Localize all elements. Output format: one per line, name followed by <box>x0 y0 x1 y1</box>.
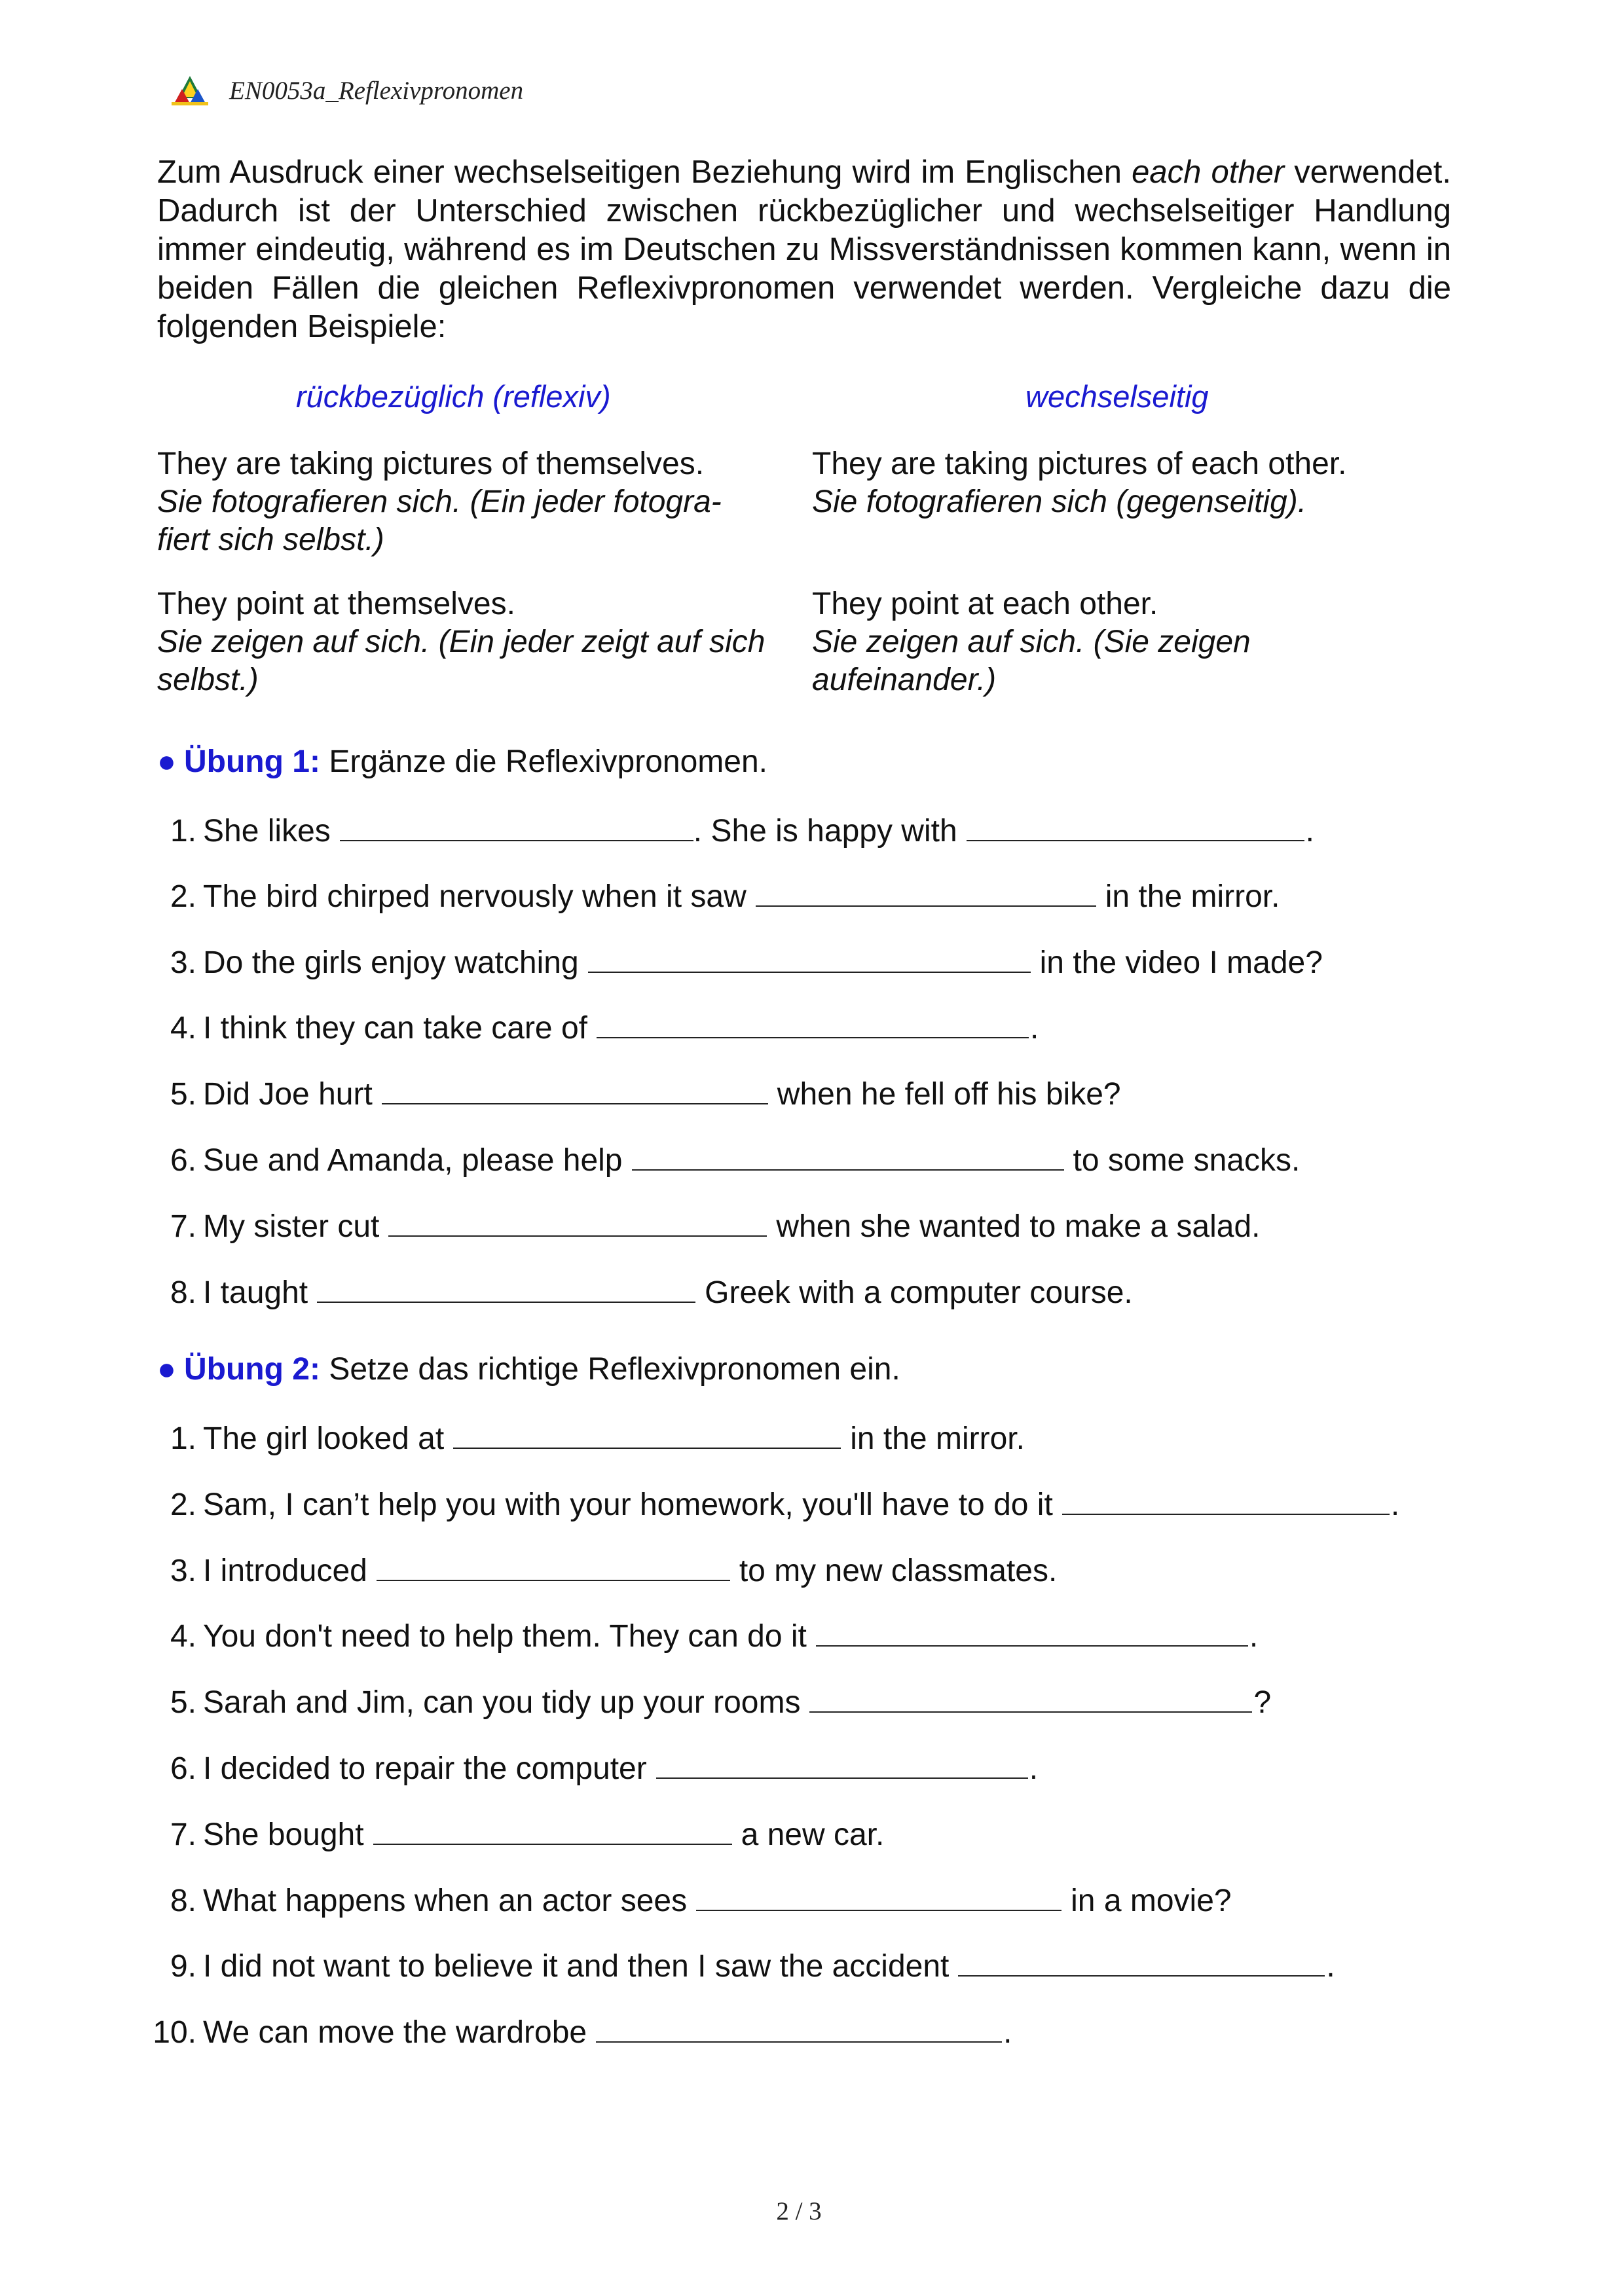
item-number: 7. <box>170 1817 196 1852</box>
item-text: She likes <box>203 814 331 848</box>
exercise-2-item-5 <box>151 1685 1271 1721</box>
intro-paragraph <box>157 153 1451 346</box>
item-text: I taught <box>203 1275 308 1310</box>
answer-blank[interactable] <box>317 1275 695 1303</box>
item-number: 8. <box>170 1884 196 1918</box>
item-text: in the mirror. <box>1105 879 1280 914</box>
example-english: They point at each other. <box>812 587 1158 621</box>
item-text: . <box>1003 2015 1012 2050</box>
item-number: 3. <box>170 1554 196 1588</box>
reflexive-heading: rückbezüglich (reflexiv) <box>296 379 611 414</box>
item-text: when she wanted to make a salad. <box>776 1209 1261 1244</box>
answer-blank[interactable] <box>340 814 693 841</box>
item-text: when he fell off his bike? <box>777 1077 1121 1112</box>
item-number: 9. <box>170 1949 196 1984</box>
item-text: I decided to repair the computer <box>203 1751 647 1786</box>
example-german: Sie zeigen auf sich. (Ein jeder zeigt auf sich selbst.) <box>157 625 766 697</box>
example-german: Sie fotografieren sich. (Ein jeder fotogra-fiert sich selbst.) <box>157 484 722 557</box>
exercise-2-item-8 <box>151 1883 1232 1919</box>
item-text: You don't need to help them. They can do it <box>203 1619 807 1654</box>
example-reciprocal-1 <box>812 445 1428 521</box>
item-number: 6. <box>170 1751 196 1786</box>
item-number: 2. <box>170 1487 196 1522</box>
example-german: Sie fotografieren sich (gegenseitig). <box>812 484 1307 519</box>
item-text: Sam, I can’t help you with your homework, you'll have to do it <box>203 1487 1053 1522</box>
item-text: . <box>1030 1011 1039 1046</box>
item-number: 1. <box>170 1421 196 1456</box>
exercise-1-item-5 <box>151 1076 1121 1112</box>
page-header <box>169 75 523 106</box>
item-number: 8. <box>170 1275 196 1310</box>
item-text: Greek with a computer course. <box>705 1275 1133 1310</box>
item-number: 4. <box>170 1619 196 1654</box>
item-text: We can move the wardrobe <box>203 2015 587 2050</box>
exercise-2-item-6 <box>151 1751 1038 1787</box>
exercise-label: Übung 1: <box>184 744 320 779</box>
reciprocal-heading: wechselseitig <box>1025 379 1209 414</box>
answer-blank[interactable] <box>377 1554 730 1581</box>
answer-blank[interactable] <box>388 1209 767 1237</box>
answer-blank[interactable] <box>696 1884 1061 1911</box>
item-text: Do the girls enjoy watching <box>203 945 579 980</box>
colorful-triangles-logo-icon <box>169 75 211 106</box>
answer-blank[interactable] <box>373 1817 732 1845</box>
answer-blank[interactable] <box>588 945 1031 973</box>
item-text: to my new classmates. <box>739 1554 1058 1588</box>
exercise-label: Übung 2: <box>184 1352 320 1387</box>
bullet-icon: ● <box>157 744 176 779</box>
item-number: 6. <box>170 1143 196 1178</box>
item-number: 2. <box>170 879 196 914</box>
item-text: . <box>1249 1619 1259 1654</box>
item-text: The girl looked at <box>203 1421 445 1456</box>
item-text: I think they can take care of <box>203 1011 587 1046</box>
exercise-1-title <box>157 744 767 780</box>
item-number: 10. <box>153 2015 196 2050</box>
exercise-instruction: Setze das richtige Reflexivpronomen ein. <box>329 1352 900 1387</box>
exercise-1-item-3 <box>151 945 1323 981</box>
exercise-2-item-7 <box>151 1817 884 1853</box>
item-text: I did not want to believe it and then I saw the accident <box>203 1949 950 1984</box>
item-text: . <box>1390 1487 1400 1522</box>
item-text: . <box>1326 1949 1335 1984</box>
answer-blank[interactable] <box>958 1949 1325 1977</box>
item-number: 5. <box>170 1685 196 1720</box>
exercise-2-item-4 <box>151 1618 1258 1654</box>
example-reflexive-1 <box>157 445 773 559</box>
answer-blank[interactable] <box>816 1619 1248 1647</box>
item-text: . <box>1305 814 1314 848</box>
item-text: ? <box>1253 1685 1272 1720</box>
item-number: 3. <box>170 945 196 980</box>
item-text: to some snacks. <box>1073 1143 1301 1178</box>
item-text: Did Joe hurt <box>203 1077 373 1112</box>
answer-blank[interactable] <box>382 1077 768 1104</box>
item-text: in the mirror. <box>850 1421 1025 1456</box>
intro-text-1: Zum Ausdruck einer wechselseitigen Beziehung wird im Englischen <box>157 155 1132 190</box>
item-text: . She is happy with <box>693 814 957 848</box>
item-text: I introduced <box>203 1554 367 1588</box>
answer-blank[interactable] <box>1062 1487 1390 1515</box>
answer-blank[interactable] <box>756 879 1096 907</box>
item-number: 4. <box>170 1011 196 1046</box>
item-text: My sister cut <box>203 1209 380 1244</box>
item-text: . <box>1029 1751 1039 1786</box>
example-english: They are taking pictures of themselves. <box>157 446 705 481</box>
exercise-1-item-2 <box>151 879 1280 915</box>
exercise-1-item-6 <box>151 1142 1300 1178</box>
example-english: They are taking pictures of each other. <box>812 446 1347 481</box>
answer-blank[interactable] <box>967 814 1304 841</box>
example-reflexive-2 <box>157 585 773 699</box>
exercise-1-item-1 <box>151 813 1314 849</box>
answer-blank[interactable] <box>596 2015 1002 2043</box>
exercise-2-item-3 <box>151 1553 1057 1589</box>
item-text: She bought <box>203 1817 364 1852</box>
item-number: 1. <box>170 814 196 848</box>
intro-text-2: verwendet. Dadurch ist der Unterschied zwischen rückbezüglicher und wechselseitiger Handlung immer eindeutig, während es im Deutschen zu Missverständnissen kommen kann, wenn in beiden Fällen die gleichen Reflexivpronomen verwendet werden. Vergleiche dazu die folgenden Beispiele: <box>157 155 1451 344</box>
answer-blank[interactable] <box>632 1143 1064 1171</box>
item-number: 5. <box>170 1077 196 1112</box>
answer-blank[interactable] <box>656 1751 1028 1779</box>
item-text: in the video I made? <box>1039 945 1323 980</box>
exercise-1-item-4 <box>151 1010 1039 1046</box>
answer-blank[interactable] <box>453 1421 841 1449</box>
item-text: The bird chirped nervously when it saw <box>203 879 747 914</box>
document-id: EN0053a_Reflexivpronomen <box>229 76 524 105</box>
exercise-1-item-7 <box>151 1209 1261 1245</box>
item-text: Sue and Amanda, please help <box>203 1143 623 1178</box>
item-text: in a movie? <box>1071 1884 1232 1918</box>
exercise-2-title <box>157 1351 900 1387</box>
bullet-icon: ● <box>157 1352 176 1387</box>
exercise-instruction: Ergänze die Reflexivpronomen. <box>329 744 768 779</box>
exercise-2-item-2 <box>151 1487 1399 1523</box>
exercise-2-item-1 <box>151 1421 1025 1457</box>
exercise-2-item-9 <box>151 1948 1335 1984</box>
item-number: 7. <box>170 1209 196 1244</box>
item-text: What happens when an actor sees <box>203 1884 688 1918</box>
intro-emphasis: each other <box>1132 155 1285 190</box>
exercise-1-item-8 <box>151 1275 1133 1311</box>
example-german: Sie zeigen auf sich. (Sie zeigen aufeinander.) <box>812 625 1251 697</box>
exercise-2-item-10 <box>151 2014 1012 2050</box>
example-english: They point at themselves. <box>157 587 515 621</box>
example-reciprocal-2 <box>812 585 1428 699</box>
page-number: 2 / 3 <box>776 2197 822 2225</box>
answer-blank[interactable] <box>597 1011 1029 1038</box>
answer-blank[interactable] <box>809 1685 1252 1713</box>
item-text: a new car. <box>741 1817 885 1852</box>
item-text: Sarah and Jim, can you tidy up your rooms <box>203 1685 801 1720</box>
